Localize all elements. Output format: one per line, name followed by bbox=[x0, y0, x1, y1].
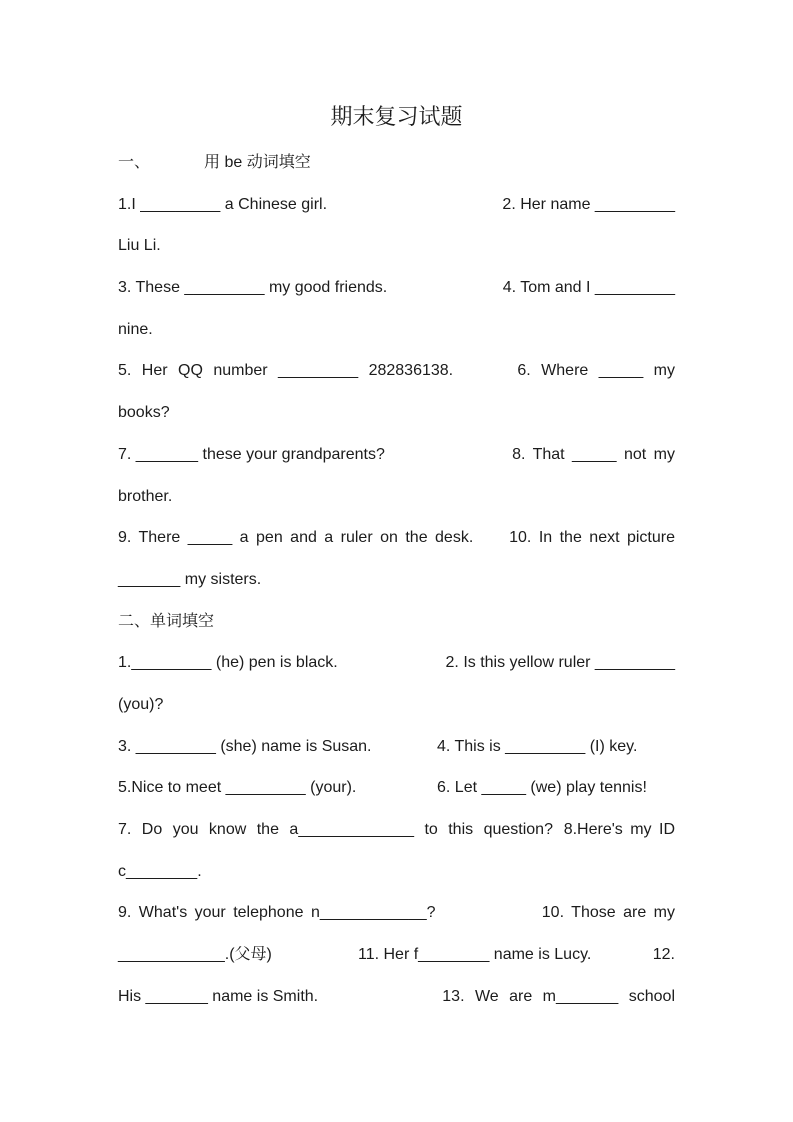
s1-row-5 bbox=[118, 350, 675, 392]
question-s1-7: 7. _______ these your grandparents? bbox=[118, 445, 385, 463]
question-s1-10: 10. In the next picture bbox=[509, 529, 675, 547]
question-s1-8-cont: brother. bbox=[118, 487, 173, 505]
s2-row-8 bbox=[118, 934, 675, 976]
question-s1-10-cont: _______ my sisters. bbox=[118, 570, 262, 588]
page-title: 期末复习试题 bbox=[330, 104, 463, 129]
s1-row-4 bbox=[118, 309, 675, 351]
s1-row-2 bbox=[118, 225, 675, 267]
question-s2-8: 8.Here's my ID bbox=[563, 821, 675, 838]
question-s2-3: 3. _________ (she) name is Susan. bbox=[118, 737, 372, 755]
section2-name: 二、单词填空 bbox=[118, 612, 215, 630]
question-s1-9: 9. There _____ a pen and a ruler on the desk. bbox=[118, 529, 474, 547]
question-s2-11: 11. Her f________ name is Lucy. bbox=[358, 946, 592, 964]
question-s1-3: 3. These _________ my good friends. bbox=[118, 279, 388, 297]
question-s2-8-cont: c________. bbox=[118, 862, 202, 880]
question-s1-6: 6. Where _____ my bbox=[517, 362, 675, 380]
question-s2-12: 12. bbox=[652, 946, 675, 964]
section2-heading bbox=[118, 601, 675, 643]
s1-row-10 bbox=[118, 559, 675, 601]
question-s2-4: 4. This is _________ (I) key. bbox=[437, 737, 638, 755]
question-s2-6: 6. Let _____ (we) play tennis! bbox=[437, 779, 647, 797]
question-s2-12-cont: His _______ name is Smith. bbox=[118, 987, 319, 1005]
question-s1-6-cont: books? bbox=[118, 404, 170, 422]
question-s2-2-cont: (you)? bbox=[118, 695, 164, 713]
s1-row-7 bbox=[118, 434, 675, 476]
s2-row-9 bbox=[118, 976, 675, 1018]
s1-row-1 bbox=[118, 184, 675, 226]
question-s1-2-cont: Liu Li. bbox=[118, 237, 161, 255]
s2-row-2 bbox=[118, 684, 675, 726]
s2-row-5 bbox=[118, 809, 675, 851]
question-s1-4-cont: nine. bbox=[118, 320, 153, 338]
question-s2-10-cont: ____________.(父母) bbox=[118, 946, 272, 964]
question-s2-7: 7. Do you know the a_____________ to this question? bbox=[118, 821, 553, 838]
s2-row-6 bbox=[118, 851, 675, 893]
question-s2-2: 2. Is this yellow ruler _________ bbox=[445, 654, 675, 672]
section1-number: 一、 bbox=[118, 154, 151, 171]
s2-row-3 bbox=[118, 726, 675, 768]
question-s1-2: 2. Her name _________ bbox=[502, 195, 675, 213]
question-s1-8: 8. That _____ not my bbox=[512, 445, 675, 463]
s2-row-1 bbox=[118, 642, 675, 684]
question-s1-4: 4. Tom and I _________ bbox=[502, 279, 675, 297]
question-s2-13: 13. We are m_______ school bbox=[442, 987, 675, 1005]
section1-heading bbox=[118, 142, 675, 184]
question-s2-5: 5.Nice to meet _________ (your). bbox=[118, 779, 357, 797]
question-s2-9: 9. What's your telephone n____________? bbox=[118, 904, 436, 922]
question-s1-5: 5. Her QQ number _________ 282836138. bbox=[118, 362, 454, 380]
s1-row-8 bbox=[118, 476, 675, 518]
s2-row-7 bbox=[118, 892, 675, 934]
question-s2-1: 1._________ (he) pen is black. bbox=[118, 654, 338, 672]
section1-name: 用 be 动词填空 bbox=[204, 154, 311, 171]
question-s2-10: 10. Those are my bbox=[541, 904, 675, 922]
s1-row-3 bbox=[118, 267, 675, 309]
s1-row-6 bbox=[118, 392, 675, 434]
s1-row-9 bbox=[118, 517, 675, 559]
s2-row-4 bbox=[118, 767, 675, 809]
question-s1-1: 1.I _________ a Chinese girl. bbox=[118, 195, 328, 213]
